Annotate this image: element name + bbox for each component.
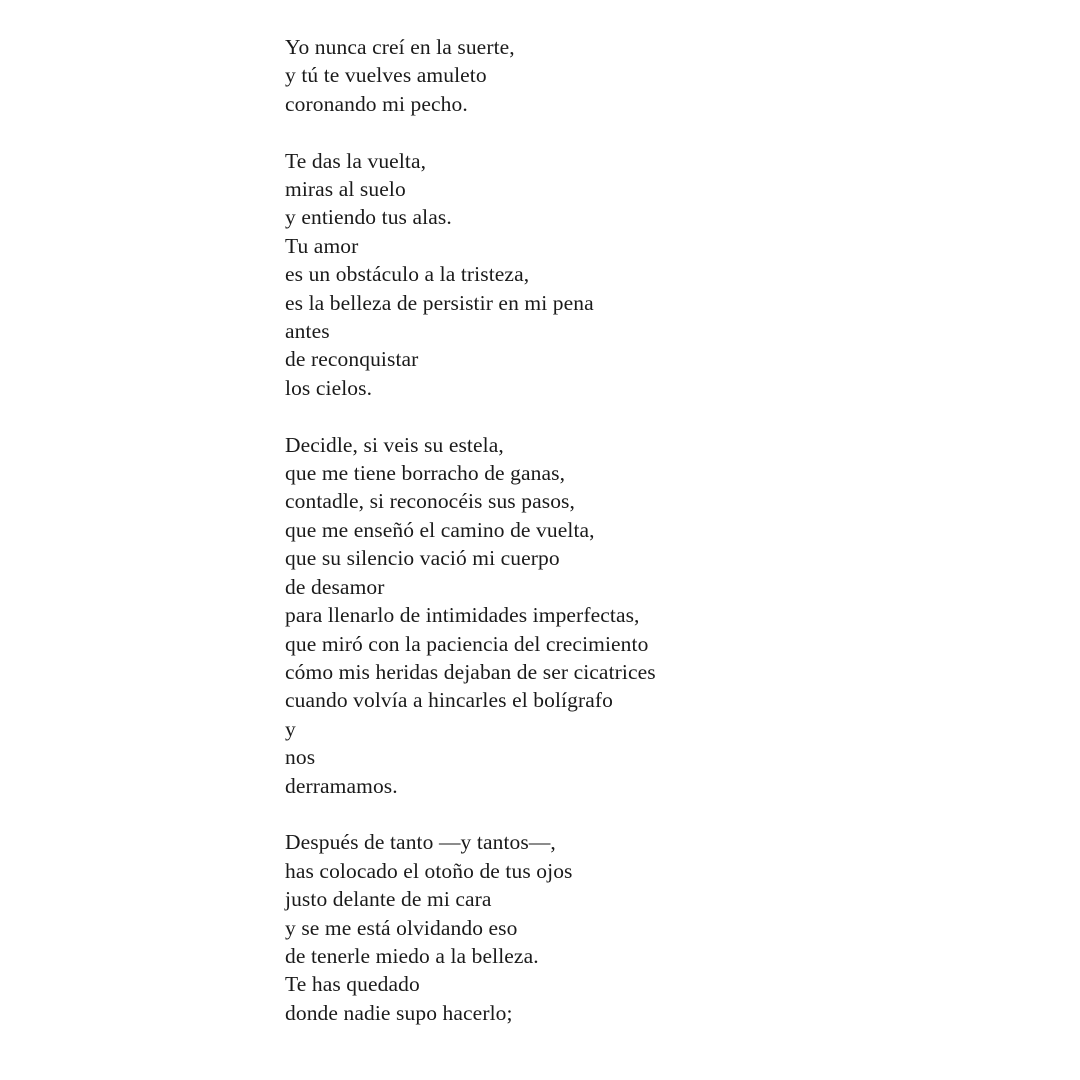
poem-line: de reconquistar (285, 347, 419, 372)
poem-line: que me tiene borracho de ganas, (285, 461, 566, 486)
poem-line: Después de tanto —y tantos—, (285, 830, 556, 855)
stanza-3 (285, 431, 1045, 800)
poem-line: que su silencio vació mi cuerpo (285, 546, 560, 571)
poem-line: cuando volvía a hincarles el bolígrafo (285, 688, 613, 713)
poem-line: y se me está olvidando eso (285, 915, 518, 940)
stanza-4 (285, 828, 1045, 1027)
poem-line: Yo nunca creí en la suerte, (285, 35, 515, 59)
poem-line: Tu amor (285, 233, 359, 258)
poem-line: Decidle, si veis su estela, (285, 432, 504, 457)
poem-line: que miró con la paciencia del crecimiento (285, 631, 649, 656)
poem-line: los cielos. (285, 375, 373, 400)
poem-line: Te has quedado (285, 972, 420, 997)
poem-line: coronando mi pecho. (285, 91, 468, 116)
poem-line: de desamor (285, 574, 385, 599)
poem-line: de tenerle miedo a la belleza. (285, 943, 539, 968)
stanza-1 (285, 33, 1045, 118)
poem-line: has colocado el otoño de tus ojos (285, 858, 573, 883)
poem-line: nos (285, 745, 316, 770)
poem-line: y entiendo tus alas. (285, 205, 452, 230)
poem-line: es la belleza de persistir en mi pena (285, 290, 594, 315)
poem-line: contadle, si reconocéis sus pasos, (285, 489, 575, 514)
poem-line: cómo mis heridas dejaban de ser cicatrices (285, 659, 656, 684)
poem-line: Te das la vuelta, (285, 148, 427, 173)
stanza-2 (285, 147, 1045, 403)
poem-line: y (285, 716, 296, 741)
poem-line: y tú te vuelves amuleto (285, 63, 487, 88)
poem-line: para llenarlo de intimidades imperfectas, (285, 603, 640, 628)
poem-line: antes (285, 319, 330, 344)
poem-line: derramamos. (285, 773, 398, 798)
poem-line: que me enseñó el camino de vuelta, (285, 517, 595, 542)
poem-text (285, 33, 1045, 1027)
poem-line: donde nadie supo hacerlo; (285, 1000, 513, 1025)
poem-line: es un obstáculo a la tristeza, (285, 262, 530, 287)
poem-line: miras al suelo (285, 177, 406, 202)
poem-line: justo delante de mi cara (285, 887, 492, 912)
